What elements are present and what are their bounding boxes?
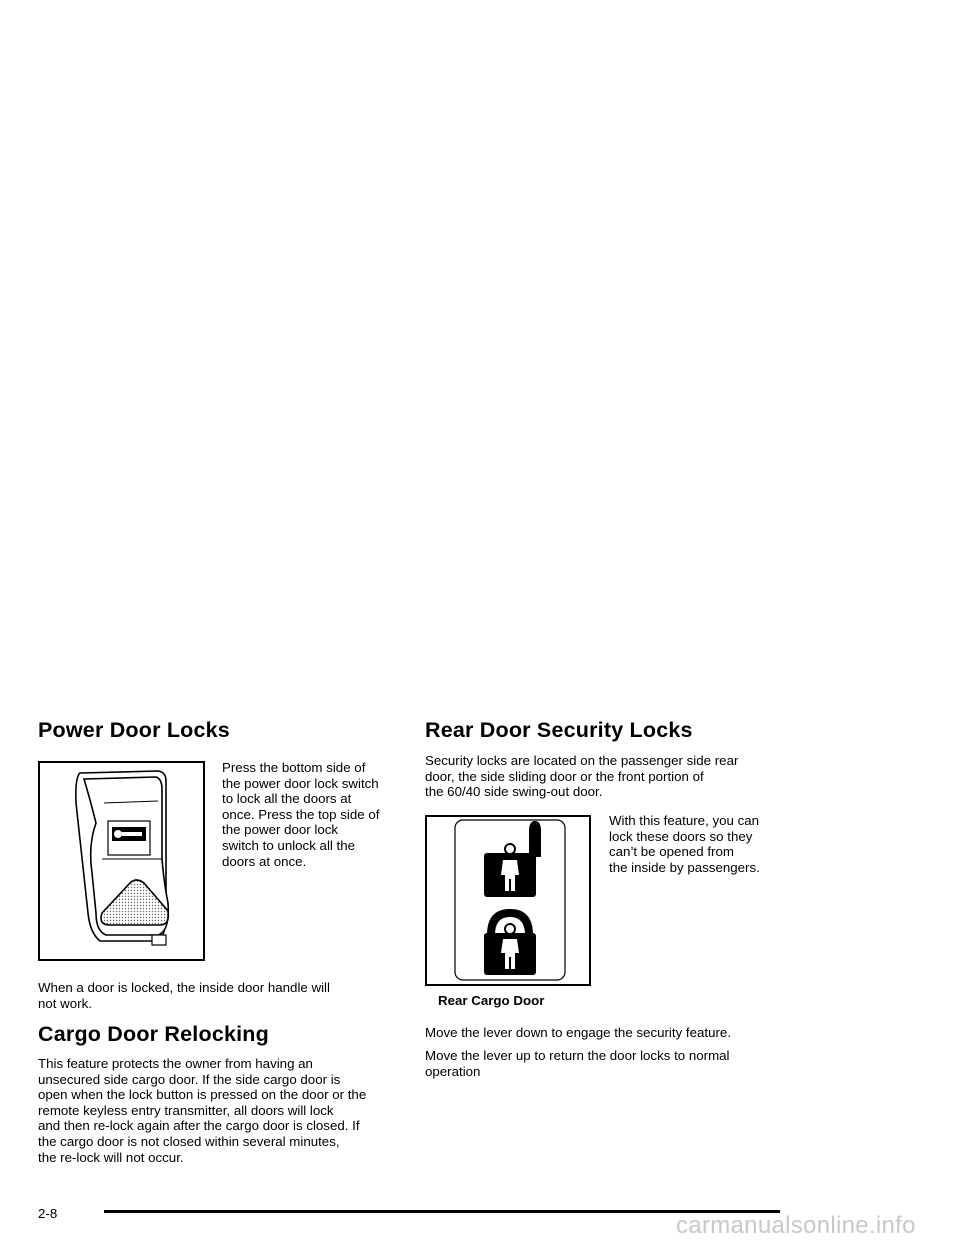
rear-door-security-paragraph-2: Move the lever up to return the door locks to normal operation <box>425 1048 730 1079</box>
power-door-locks-figure-text: Press the bottom side of the power door lock switch to lock all the doors at once. Press the top side of the power door lock switch to unlock all the doors at once. <box>222 760 380 869</box>
page-number: 2-8 <box>38 1206 58 1221</box>
figure-caption-rear-cargo-door: Rear Cargo Door <box>438 993 545 1008</box>
rear-door-security-paragraph-1: Move the lever down to engage the security feature. <box>425 1025 732 1040</box>
power-door-locks-note: When a door is locked, the inside door handle will not work. <box>38 980 330 1011</box>
heading-power-door-locks: Power Door Locks <box>38 718 230 742</box>
watermark-site-text: carmanualsonline.info <box>676 1212 916 1239</box>
heading-cargo-door-relocking: Cargo Door Relocking <box>38 1022 269 1046</box>
heading-rear-door-security-locks: Rear Door Security Locks <box>425 718 693 742</box>
rear-cargo-door-figure <box>425 815 591 986</box>
rear-door-security-intro: Security locks are located on the passenger side rear door, the side sliding door or the front portion of the 60/40 side swing-out door. <box>425 753 739 800</box>
rear-door-security-figure-text: With this feature, you can lock these doors so they can’t be opened from the inside by passengers. <box>609 813 760 875</box>
power-door-lock-switch-icon <box>40 763 203 959</box>
cargo-door-relocking-body: This feature protects the owner from having an unsecured side cargo door. If the side cargo door is open when the lock button is pressed on the door or the remote keyless entry transmitter, all doors will lock and then re-lock again after the cargo door is closed. If the cargo door is not closed within several minutes, the re-lock will not occur. <box>38 1056 367 1165</box>
power-door-lock-switch-figure <box>38 761 205 961</box>
